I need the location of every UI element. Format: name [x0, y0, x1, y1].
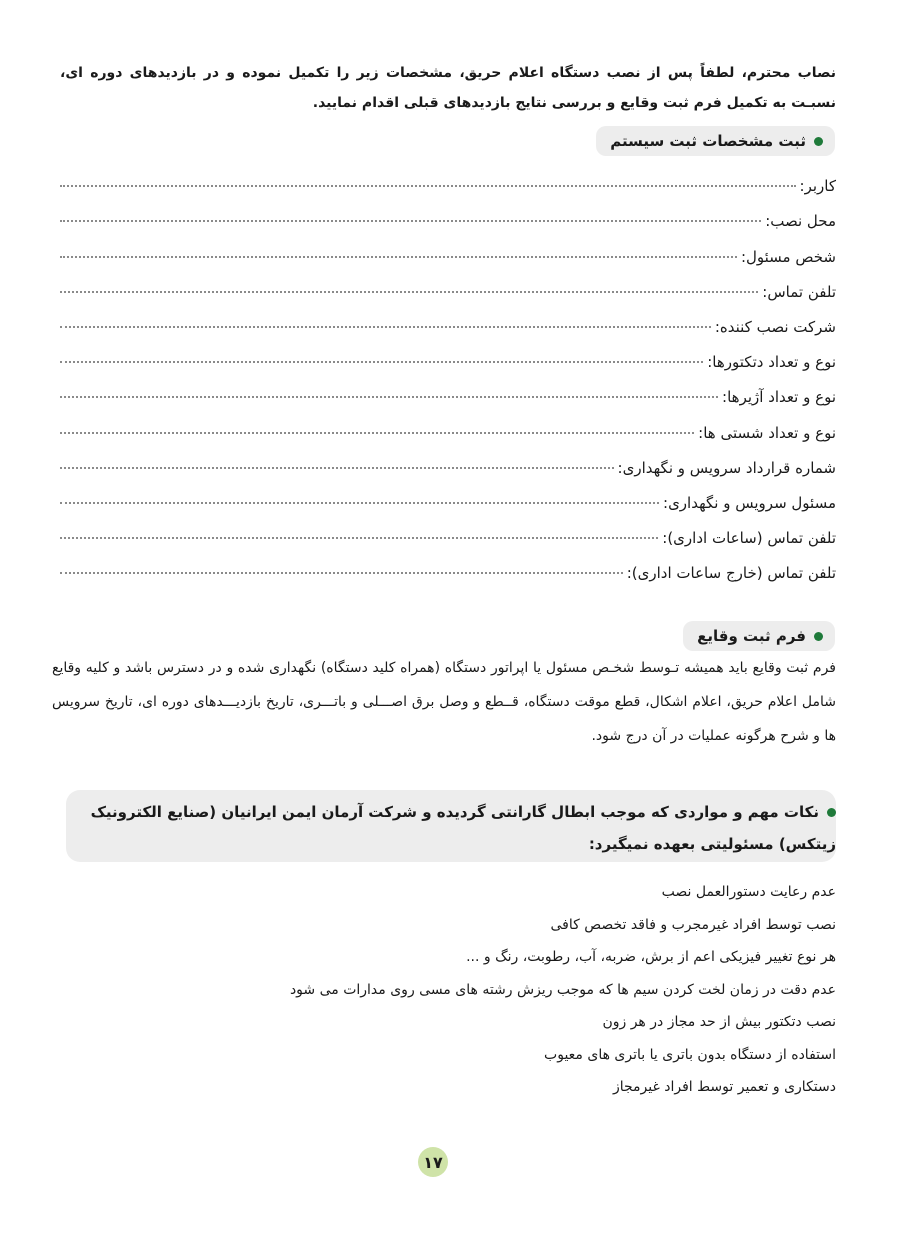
field-row-responsible-person[interactable] — [60, 230, 836, 265]
field-row-phone-office-hours[interactable] — [60, 512, 836, 547]
fill-in-line[interactable] — [60, 360, 703, 363]
list-item: هر نوع تغییر فیزیکی اعم از برش، ضربه، آب، رطوبت، رنگ و ... — [466, 949, 836, 965]
fill-in-line[interactable] — [60, 325, 711, 328]
field-label: تلفن تماس (ساعات اداری): — [662, 529, 836, 548]
field-row-call-points[interactable] — [60, 406, 836, 441]
field-label: تلفن تماس: — [762, 282, 836, 301]
fill-in-line[interactable] — [60, 219, 761, 222]
bullet-icon — [827, 808, 836, 817]
field-label: شرکت نصب کننده: — [714, 317, 836, 336]
fill-in-line[interactable] — [60, 501, 659, 504]
system-fields-form — [60, 160, 836, 582]
fill-in-line[interactable] — [60, 466, 614, 469]
page-number: ۱۷ — [418, 1147, 448, 1177]
fill-in-line[interactable] — [60, 431, 694, 434]
field-label: مسئول سرویس و نگهداری: — [663, 493, 836, 512]
fill-in-line[interactable] — [60, 184, 796, 187]
warranty-section-heading — [60, 796, 836, 860]
fill-in-line[interactable] — [60, 571, 623, 574]
events-section-heading — [683, 621, 835, 651]
system-section-heading — [596, 126, 835, 156]
field-row-installer-company[interactable] — [60, 301, 836, 336]
field-row-user[interactable] — [60, 160, 836, 195]
list-item: عدم دقت در زمان لخت کردن سیم ها که موجب ریزش رشته های مسی روی مدارات می شود — [289, 981, 836, 998]
field-label: محل نصب: — [765, 212, 836, 231]
field-row-service-contract[interactable] — [60, 442, 836, 477]
list-item: استفاده از دستگاه بدون باتری یا باتری های معیوب — [544, 1046, 836, 1063]
field-label: نوع و تعداد آژیرها: — [722, 388, 836, 407]
field-label: کاربر: — [799, 177, 836, 196]
field-label: نوع و تعداد دتکتورها: — [707, 353, 836, 372]
field-label: شخص مسئول: — [740, 247, 836, 266]
list-item: نصب دتکتور بیش از حد مجاز در هر زون — [602, 1014, 836, 1030]
field-row-detectors[interactable] — [60, 336, 836, 371]
warranty-section-heading-text: نکات مهم و مواردی که موجب ابطال گارانتی گردیده و شرکت آرمان ایمن ایرانیان (صنایع الکترونیک زیتکس) مسئولیتی بعهده نمیگیرد: — [90, 803, 836, 853]
fill-in-line[interactable] — [60, 536, 658, 539]
fill-in-line[interactable] — [60, 255, 737, 258]
list-item: عدم رعایت دستورالعمل نصب — [661, 884, 836, 900]
list-item: نصب توسط افراد غیرمجرب و فاقد تخصص کافی — [550, 916, 836, 933]
field-label: تلفن تماس (خارج ساعات اداری): — [626, 564, 836, 583]
fill-in-line[interactable] — [60, 290, 758, 293]
field-label: نوع و تعداد شستی ها: — [698, 423, 836, 442]
field-row-service-responsible[interactable] — [60, 477, 836, 512]
field-row-phone-after-hours[interactable] — [60, 547, 836, 582]
system-section-heading-text: ثبت مشخصات ثبت سیستم — [610, 132, 806, 150]
events-paragraph: فرم ثبت وقایع باید همیشه تـوسط شخـص مسئول یا اپراتور دستگاه (همراه کلید دستگاه) نگهداری شده و در دسترس باشد و کلیه وقایع شامل اعلام حریق، اعلام اشکال، قطع موقت دستگاه، قــطع و وصل برق اصـــلی و باتـــری، تاریخ بازدیـــدهای دوره ای، تاریخ سرویس ها و شرح هرگونه عملیات در آن درج شود. — [52, 660, 836, 744]
list-item: دستکاری و تعمیر توسط افراد غیرمجاز — [612, 1079, 836, 1095]
bullet-icon — [814, 632, 823, 641]
field-row-phone[interactable] — [60, 266, 836, 301]
bullet-icon — [814, 137, 823, 146]
fill-in-line[interactable] — [60, 395, 718, 398]
intro-paragraph: نصاب محترم، لطفاً پس از نصب دستگاه اعلام حریق، مشخصات زیر را تکمیل نموده و در بازدیدهای دوره ای، نسبـت به تکمیل فرم ثبت وقایع و بررسی نتایج بازدیدهای قبلی اقدام نمایید. — [60, 65, 836, 111]
field-row-install-location[interactable] — [60, 195, 836, 230]
warranty-items-list — [60, 876, 836, 1104]
events-section-heading-text: فرم ثبت وقایع — [697, 627, 806, 645]
field-label: شماره قرارداد سرویس و نگهداری: — [617, 458, 836, 477]
field-row-sirens[interactable] — [60, 371, 836, 406]
